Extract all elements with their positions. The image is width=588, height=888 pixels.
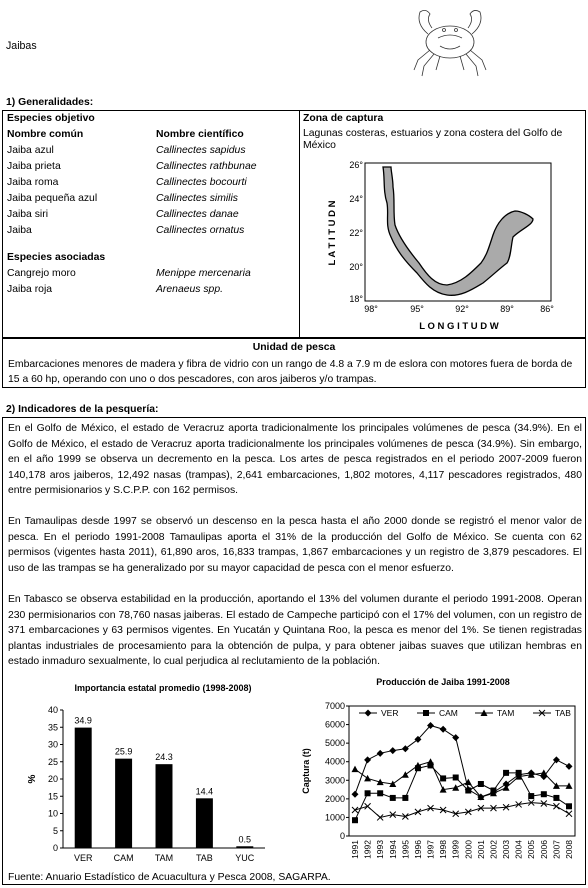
map-ytick: 20° bbox=[349, 262, 363, 272]
line-ylabel: Captura (t) bbox=[301, 748, 311, 794]
bar-category-label: TAB bbox=[195, 853, 213, 863]
bar-data-label: 25.9 bbox=[114, 746, 133, 757]
species-scientific: Callinectes bocourti bbox=[156, 177, 247, 188]
legend-label: CAM bbox=[439, 708, 458, 718]
line-xtick-label: 1997 bbox=[425, 840, 436, 859]
bar-data-label: 14.4 bbox=[195, 786, 214, 797]
bar bbox=[156, 764, 173, 848]
line-ytick-label: 1000 bbox=[324, 812, 345, 823]
map-xtick: 92° bbox=[455, 304, 469, 314]
data-point bbox=[402, 795, 408, 801]
zona-captura-text: Lagunas costeras, estuarios y zona costera del Golfo de bbox=[303, 128, 563, 139]
data-point bbox=[390, 795, 396, 801]
bar-ytick-label: 35 bbox=[47, 722, 58, 733]
data-point bbox=[440, 726, 447, 733]
data-point bbox=[352, 791, 359, 798]
legend-item bbox=[533, 708, 571, 718]
col-nombre-cientifico: Nombre científico bbox=[156, 129, 244, 140]
bar-ytick-label: 40 bbox=[47, 705, 58, 715]
line-ytick-label: 3000 bbox=[324, 775, 345, 786]
data-point bbox=[452, 734, 459, 741]
bar bbox=[236, 846, 253, 848]
bar bbox=[196, 798, 213, 848]
map-ytick: 18° bbox=[349, 294, 363, 304]
line-ytick-label: 2000 bbox=[324, 793, 345, 804]
data-point bbox=[415, 809, 421, 815]
species-common: Jaiba azul bbox=[7, 145, 54, 156]
data-point bbox=[389, 747, 396, 754]
data-point bbox=[364, 756, 371, 763]
data-point bbox=[566, 811, 572, 817]
line-chart-title: Producción de Jaiba 1991-2008 bbox=[376, 677, 510, 687]
species-common: Jaiba prieta bbox=[7, 161, 61, 172]
line-xtick-label: 2001 bbox=[475, 840, 486, 859]
map-ylabel: L A T I T U D N bbox=[327, 200, 338, 266]
bar bbox=[115, 759, 132, 848]
line-xtick-label: 2008 bbox=[564, 840, 574, 859]
bar-data-label: 0.5 bbox=[238, 834, 252, 845]
line-ytick-label: 4000 bbox=[324, 756, 345, 767]
line-xtick-label: 1992 bbox=[362, 840, 373, 859]
line-xtick-label: 1996 bbox=[412, 840, 423, 859]
data-point bbox=[440, 775, 446, 781]
zona-captura-heading: Zona de captura bbox=[303, 113, 384, 124]
species-scientific: Callinectes similis bbox=[156, 193, 238, 204]
line-xtick-label: 2002 bbox=[488, 840, 499, 859]
line-xtick-label: 2004 bbox=[513, 840, 524, 859]
line-ytick-label: 7000 bbox=[324, 701, 345, 711]
series-ver bbox=[352, 722, 573, 801]
data-point bbox=[352, 807, 358, 813]
paragraph: En Tabasco se observa estabilidad en la producción, aportando el 13% del volumen durante el periodo 1991-2008. Operan 230 permisionarios con 78,760 nasas jaiberas. El estado de Campeche participó con el 17% del volumen, con un registro de 371 embarcaciones y 63 permisos vigentes. En Yucatán y Quintana Roo, la pesca es menor del 1%. Se tienen registradas plantas industriales de procesamiento para la obtención de pulpa, y para obtener jaibas suaves que utilizan hembras en estado inmaduro sexualmente, lo cual perjudica al reclutamiento de la población. bbox=[8, 594, 582, 667]
data-point bbox=[427, 758, 434, 765]
map-ytick: 22° bbox=[349, 228, 363, 238]
species-common: Jaiba siri bbox=[7, 209, 48, 220]
line-xtick-label: 2007 bbox=[551, 840, 562, 859]
unidad-pesca-text: Embarcaciones menores de madera y fibra de vidrio con un rango de 4.8 a 7.9 m de eslora con motores fuera de borda de 15 a 60 hp, operando con uno o dos pescadores, con aros jaiberos y/o trampas. bbox=[8, 359, 573, 385]
line-xtick-label: 2005 bbox=[526, 840, 537, 859]
bar bbox=[75, 728, 92, 848]
line-xtick-label: 2006 bbox=[538, 840, 549, 859]
series-line bbox=[355, 803, 569, 818]
bar-ytick-label: 30 bbox=[47, 739, 58, 750]
data-point bbox=[377, 750, 384, 757]
page-title: Jaibas bbox=[6, 40, 37, 52]
bar-category-label: VER bbox=[73, 853, 93, 863]
data-point bbox=[566, 803, 572, 809]
generalidades-box bbox=[2, 110, 586, 338]
data-point bbox=[402, 745, 409, 752]
line-ytick-label: 6000 bbox=[324, 719, 345, 730]
bar-ytick-label: 15 bbox=[47, 791, 58, 802]
legend-item bbox=[475, 708, 514, 718]
data-point bbox=[364, 775, 371, 782]
data-point bbox=[377, 790, 383, 796]
series-line bbox=[355, 726, 569, 798]
map-xtick: 86° bbox=[540, 304, 554, 314]
bar-chart bbox=[23, 698, 273, 870]
data-point bbox=[365, 803, 371, 809]
map-xlabel: L O N G I T U D W bbox=[419, 321, 499, 332]
especies-asociadas-heading: Especies asociadas bbox=[7, 252, 106, 263]
legend-item bbox=[359, 708, 398, 718]
data-point bbox=[452, 784, 459, 791]
bar-ytick-label: 10 bbox=[47, 808, 58, 819]
series-cam bbox=[352, 762, 572, 823]
line-xtick-label: 1994 bbox=[387, 840, 398, 859]
species-common: Jaiba roma bbox=[7, 177, 59, 188]
bar-ytick-label: 25 bbox=[47, 756, 58, 767]
data-point bbox=[352, 766, 359, 773]
section-generalidades-heading: 1) Generalidades: bbox=[6, 97, 94, 108]
map-ytick: 26° bbox=[349, 160, 363, 170]
species-scientific: Menippe mercenaria bbox=[156, 268, 251, 279]
species-scientific: Callinectes sapidus bbox=[156, 145, 246, 156]
species-scientific: Callinectes ornatus bbox=[156, 225, 245, 236]
legend-label: VER bbox=[381, 708, 399, 718]
line-xtick-label: 1993 bbox=[375, 840, 386, 859]
unidad-pesca-heading: Unidad de pesca bbox=[252, 342, 336, 353]
line-xtick-label: 1995 bbox=[400, 840, 411, 859]
line-xtick-label: 2000 bbox=[463, 840, 474, 859]
bar-ytick-label: 0 bbox=[52, 843, 58, 853]
zona-captura-text-2: México bbox=[303, 140, 336, 151]
line-xtick-label: 1991 bbox=[350, 840, 360, 859]
unidad-pesca-box bbox=[2, 338, 586, 388]
data-point bbox=[453, 775, 459, 781]
line-ytick-label: 5000 bbox=[324, 738, 345, 749]
data-point bbox=[365, 790, 371, 796]
bar-category-label: CAM bbox=[113, 853, 134, 863]
paragraph: En el Golfo de México, el estado de Veracruz aporta tradicionalmente los principales volúmenes de pesca (34.9%). En el Golfo de México, el estado de Veracruz aporta tradicionalmente los principales volúmenes de pesca (34.9%). Sin embargo, en el año 1999 se observa un decremento en la pesca. Los artes de pesca registrados en el periodo 2007-2009 fueron 140,178 aros jaiberos, 12,492 nasas (trampas), 2,641 embarcaciones, 1,802 motores, 4,117 pescadores registrados, 480 entre permisionarios y S.C.P.P. con 162 permisos. bbox=[8, 423, 582, 496]
legend-label: TAM bbox=[497, 708, 515, 718]
col-nombre-comun: Nombre común bbox=[7, 129, 84, 140]
crab-icon bbox=[410, 4, 490, 80]
bar-ytick-label: 5 bbox=[52, 825, 58, 836]
species-scientific: Arenaeus spp. bbox=[156, 284, 224, 295]
data-point bbox=[541, 791, 547, 797]
line-xtick-label: 2003 bbox=[501, 840, 512, 859]
map-xtick: 98° bbox=[364, 304, 378, 314]
species-scientific: Callinectes rathbunae bbox=[156, 161, 257, 172]
bar-ytick-label: 20 bbox=[47, 774, 58, 784]
data-point bbox=[465, 788, 471, 794]
line-xtick-label: 1998 bbox=[438, 840, 449, 859]
paragraph: En Tamaulipas desde 1997 se observó un descenso en la pesca hasta el año 2000 donde se registró el menor valor de pesca. En el periodo 1991-2008 Tamaulipas aporta el 31% de la producción del Golfo de México. Se cuenta con 62 permisos (vigentes hasta 2011), 61,890 aros, 16,833 trampas, 1,867 embarcaciones y un registro de 3,879 pescadores. El uso de las trampas se ha generalizado por su mayor capacidad de pesca con el menor esfuerzo. bbox=[8, 516, 582, 574]
map-xtick: 95° bbox=[410, 304, 424, 314]
species-common: Jaiba bbox=[7, 225, 32, 236]
data-point bbox=[402, 771, 409, 778]
bar-category-label: TAM bbox=[154, 853, 174, 863]
map-gulf-of-mexico bbox=[321, 159, 561, 335]
section-indicadores-heading: 2) Indicadores de la pesquería: bbox=[6, 404, 159, 415]
bar-category-label: YUC bbox=[235, 853, 255, 863]
series-tab bbox=[352, 800, 572, 821]
indicadores-box bbox=[2, 417, 586, 885]
data-point bbox=[478, 781, 484, 787]
especies-objetivo-heading: Especies objetivo bbox=[7, 113, 95, 124]
legend-label: TAB bbox=[555, 708, 571, 718]
bar-ylabel: % bbox=[27, 774, 38, 784]
species-scientific: Callinectes danae bbox=[156, 209, 239, 220]
species-common: Cangrejo moro bbox=[7, 268, 76, 279]
line-chart bbox=[299, 690, 585, 870]
source-note: Fuente: Anuario Estadístico de Acuacultura y Pesca 2008, SAGARPA. bbox=[8, 872, 331, 883]
line-xtick-label: 1999 bbox=[450, 840, 461, 859]
map-ytick: 24° bbox=[349, 194, 363, 204]
data-point bbox=[528, 793, 534, 799]
series-line bbox=[355, 762, 569, 797]
data-point bbox=[352, 817, 358, 823]
line-ytick-label: 0 bbox=[339, 831, 345, 841]
data-point bbox=[423, 710, 429, 716]
bar-chart-title: Importancia estatal promedio (1998-2008) bbox=[74, 683, 252, 693]
species-common: Jaiba pequeña azul bbox=[7, 193, 98, 204]
legend-item bbox=[417, 708, 458, 718]
species-common: Jaiba roja bbox=[7, 284, 53, 295]
data-point bbox=[365, 710, 372, 717]
data-point bbox=[566, 763, 573, 770]
bar-data-label: 24.3 bbox=[155, 752, 173, 763]
bar-data-label: 34.9 bbox=[74, 715, 92, 726]
data-point bbox=[553, 795, 559, 801]
map-xtick: 89° bbox=[500, 304, 514, 314]
data-point bbox=[503, 770, 509, 776]
